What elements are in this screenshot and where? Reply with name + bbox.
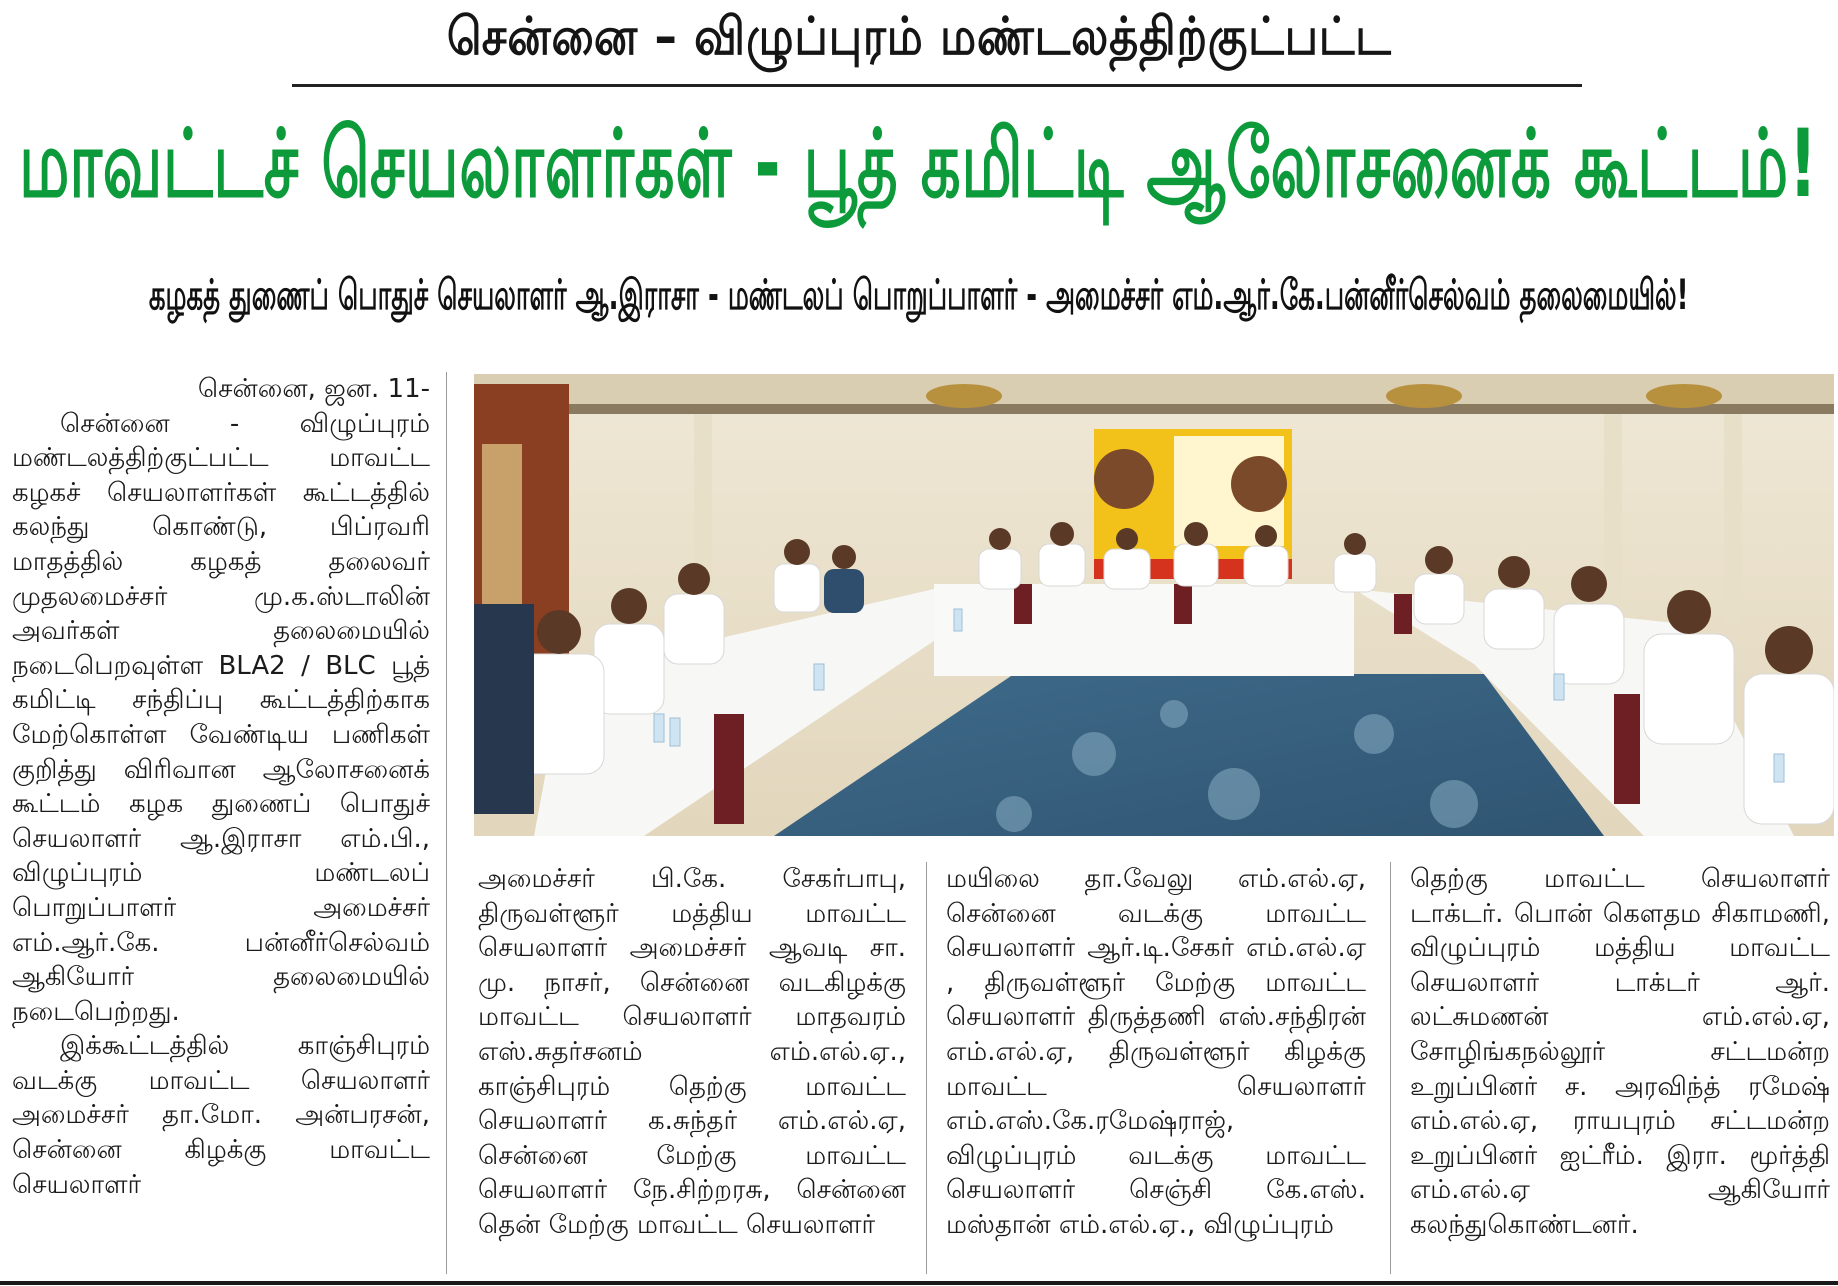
headline-text: மாவட்டச் செயலாளர்கள் - பூத் கமிட்டி ஆலோசனைக் கூட்டம்! (19, 109, 1819, 219)
column-3-text: மயிலை தா.வேலு எம்.எல்.ஏ, சென்னை வடக்கு மாவட்ட செயலாளர் ஆர்.டி.சேகர் எம்.எல்.ஏ , திருவள்ளூர் மேற்கு மாவட்ட செயலாளர் திருத்தணி எஸ்.சந்திரன் எம்.எல்.ஏ, திருவள்ளூர் கிழக்கு மாவட்ட செயலாளர் எம்.எஸ்.கே.ரமேஷ்ராஜ், விழுப்புரம் வடக்கு மாவட்ட செயலாளர் செஞ்சி கே.எஸ். மஸ்தான் எம்.எல்.ஏ., விழுப்புரம் (946, 864, 1366, 1240)
column-2-text: அமைச்சர் பி.கே. சேகர்பாபு, திருவள்ளூர் மத்திய மாவட்ட செயலாளர் அமைச்சர் ஆவடி சா. மு. நாசர், சென்னை வடகிழக்கு மாவட்ட செயலாளர் மாதவரம் எஸ்.சுதர்சனம் எம்.எல்.ஏ., காஞ்சிபுரம் தெற்கு மாவட்ட செயலாளர் க.சுந்தர் எம்.எல்.ஏ, சென்னை மேற்கு மாவட்ட செயலாளர் நே.சிற்றரசு, சென்னை தென் மேற்கு மாவட்ட செயலாளர் (478, 864, 906, 1240)
column-4-text: தெற்கு மாவட்ட செயலாளர் டாக்டர். பொன் கௌதம சிகாமணி, விழுப்புரம் மத்திய மாவட்ட செயலாளர் டாக்டர் ஆர். லட்சுமணன் எம்.எல்.ஏ, சோழிங்கநல்லூர் சட்டமன்ற உறுப்பினர் ச. அரவிந்த் ரமேஷ் எம்.எல்.ஏ, ராயபுரம் சட்டமன்ற உறுப்பினர் ஐட்ரீம். இரா. மூர்த்தி எம்.எல்.ஏ ஆகியோர் கலந்துகொண்டனர். (1410, 864, 1830, 1240)
subheadline-text: கழகத் துணைப் பொதுச் செயலாளர் ஆ.இராசா - மண்டலப் பொறுப்பாளர் - அமைச்சர் எம்.ஆர்.கே.பன்னீர்செல்வம் தலைமையில்! (149, 269, 1689, 319)
subheadline (0, 262, 1838, 332)
meeting-photo (474, 374, 1834, 836)
bottom-rule (0, 1281, 1838, 1285)
column-3 (946, 862, 1366, 1274)
paragraph-1: சென்னை - விழுப்புரம் மண்டலத்திற்குட்பட்ட மாவட்ட கழகச் செயலாளர்கள் கூட்டத்தில் கலந்து கொண்டு, பிப்ரவரி மாதத்தில் கழகத் தலைவர் முதலமைச்சர் மு.க.ஸ்டாலின் அவர்கள் தலைமையில் நடைபெறவுள்ள BLA2 / BLC பூத் கமிட்டி சந்திப்பு கூட்டத்திற்காக மேற்கொள்ள வேண்டிய பணிகள் குறித்து விரிவான ஆலோசனைக் கூட்டம் கழக துணைப் பொதுச் செயலாளர் ஆ.இராசா எம்.பி., விழுப்புரம் மண்டலப் பொறுப்பாளர் அமைச்சர் எம்.ஆர்.கே. பன்னீர்செல்வம் ஆகியோர் தலைமையில் நடைபெற்றது. (12, 408, 430, 1027)
column-1 (12, 372, 430, 1272)
column-divider (446, 372, 447, 1274)
paragraph-2: இக்கூட்டத்தில் காஞ்சிபுரம் வடக்கு மாவட்ட செயலாளர் அமைச்சர் தா.மோ. அன்பரசன், சென்னை கிழக்கு மாவட்ட செயலாளர் (12, 1031, 430, 1200)
kicker-underline (292, 84, 1582, 87)
column-4 (1410, 862, 1830, 1274)
column-divider (926, 862, 927, 1274)
column-2 (478, 862, 906, 1274)
kicker-text: சென்னை – விழுப்புரம் மண்டலத்திற்குட்பட்ட (446, 6, 1392, 67)
kicker (0, 0, 1838, 80)
column-divider (1390, 862, 1391, 1274)
dateline: சென்னை, ஜன. 11- (197, 374, 430, 404)
headline (0, 96, 1838, 244)
meeting-photo-illustration (474, 374, 1834, 836)
